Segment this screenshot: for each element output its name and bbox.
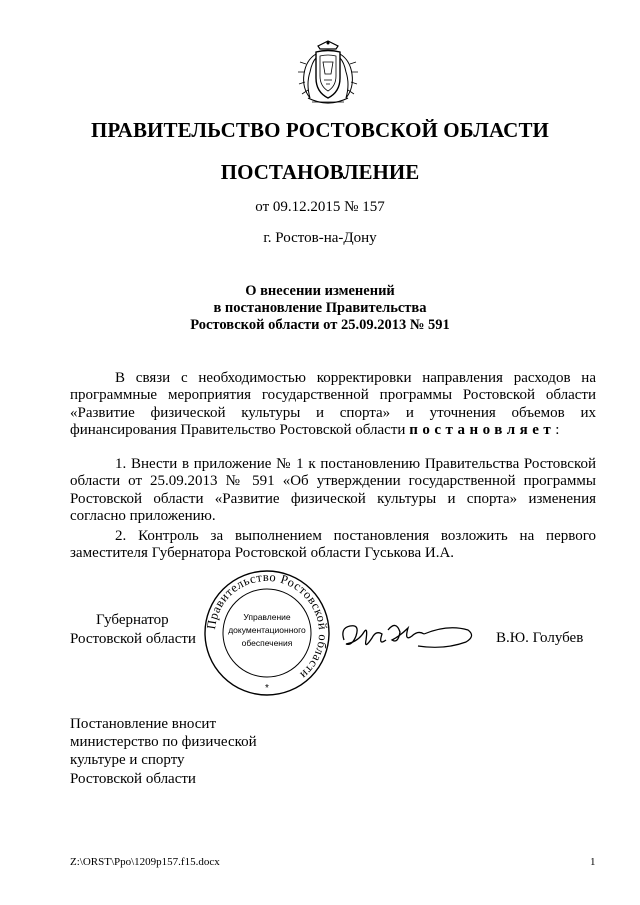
subject-line-2: в постановление Правительства [213, 300, 427, 316]
handwritten-signature [338, 610, 478, 658]
document-date-number: от 09.12.2015 № 157 [255, 199, 385, 215]
signatory-position-line-1: Губернатор [96, 612, 169, 628]
seal-star: * [265, 683, 269, 694]
item-2-paragraph: 2. Контроль за выполнением постановления возложить на первого заместителя Губернатора Ростовской области Гуськова И.А. [70, 528, 596, 562]
subject-line-3: Ростовской области от 25.09.2013 № 591 [190, 317, 450, 333]
seal-inner-line-2: документационного [228, 625, 306, 635]
government-title: ПРАВИТЕЛЬСТВО РОСТОВСКОЙ ОБЛАСТИ [91, 118, 549, 142]
document-kind-title: ПОСТАНОВЛЕНИЕ [220, 160, 420, 184]
submitter-note [70, 715, 257, 788]
seal-outer-text: Правительство Ростовской области [204, 569, 331, 683]
official-seal [202, 568, 332, 698]
subject-line-1: О внесении изменений [245, 283, 395, 299]
seal-inner-line-1: Управление [243, 612, 291, 622]
document-city: г. Ростов-на-Дону [263, 230, 377, 246]
seal-inner-line-3: обеспечения [241, 638, 293, 648]
note-line-4: Ростовской области [70, 770, 196, 787]
intro-text: В связи с необходимостью корректировки направления расходов на программные мероприятия государственной программы Ростовской области «Развитие физической культуры и спорта» и уточнения объемов их финансирования Правительство Ростовской области [70, 370, 596, 438]
footer-file-path: Z:\ORST\Ppo\1209p157.f15.docx [70, 856, 220, 868]
intro-paragraph [70, 370, 596, 439]
decree-word: постановляет [409, 421, 556, 438]
footer-page-number: 1 [590, 856, 596, 868]
signatory-position-line-2: Ростовской области [70, 631, 196, 647]
signatory-position [70, 611, 196, 649]
document-subject [0, 283, 640, 334]
note-line-3: культуре и спорту [70, 752, 185, 769]
item-1-paragraph: 1. Внести в приложение № 1 к постановлению Правительства Ростовской области от 25.09.2013 № 591 «Об утверждении государственной программы Ростовской области «Развитие физической культуры и спорта» изменения согласно приложению. [70, 456, 596, 524]
note-line-1: Постановление вносит [70, 716, 217, 732]
intro-end: : [555, 421, 560, 438]
coat-of-arms-emblem [296, 40, 360, 108]
note-line-2: министерство по физической [70, 734, 257, 751]
signatory-name: В.Ю. Голубев [496, 630, 584, 646]
